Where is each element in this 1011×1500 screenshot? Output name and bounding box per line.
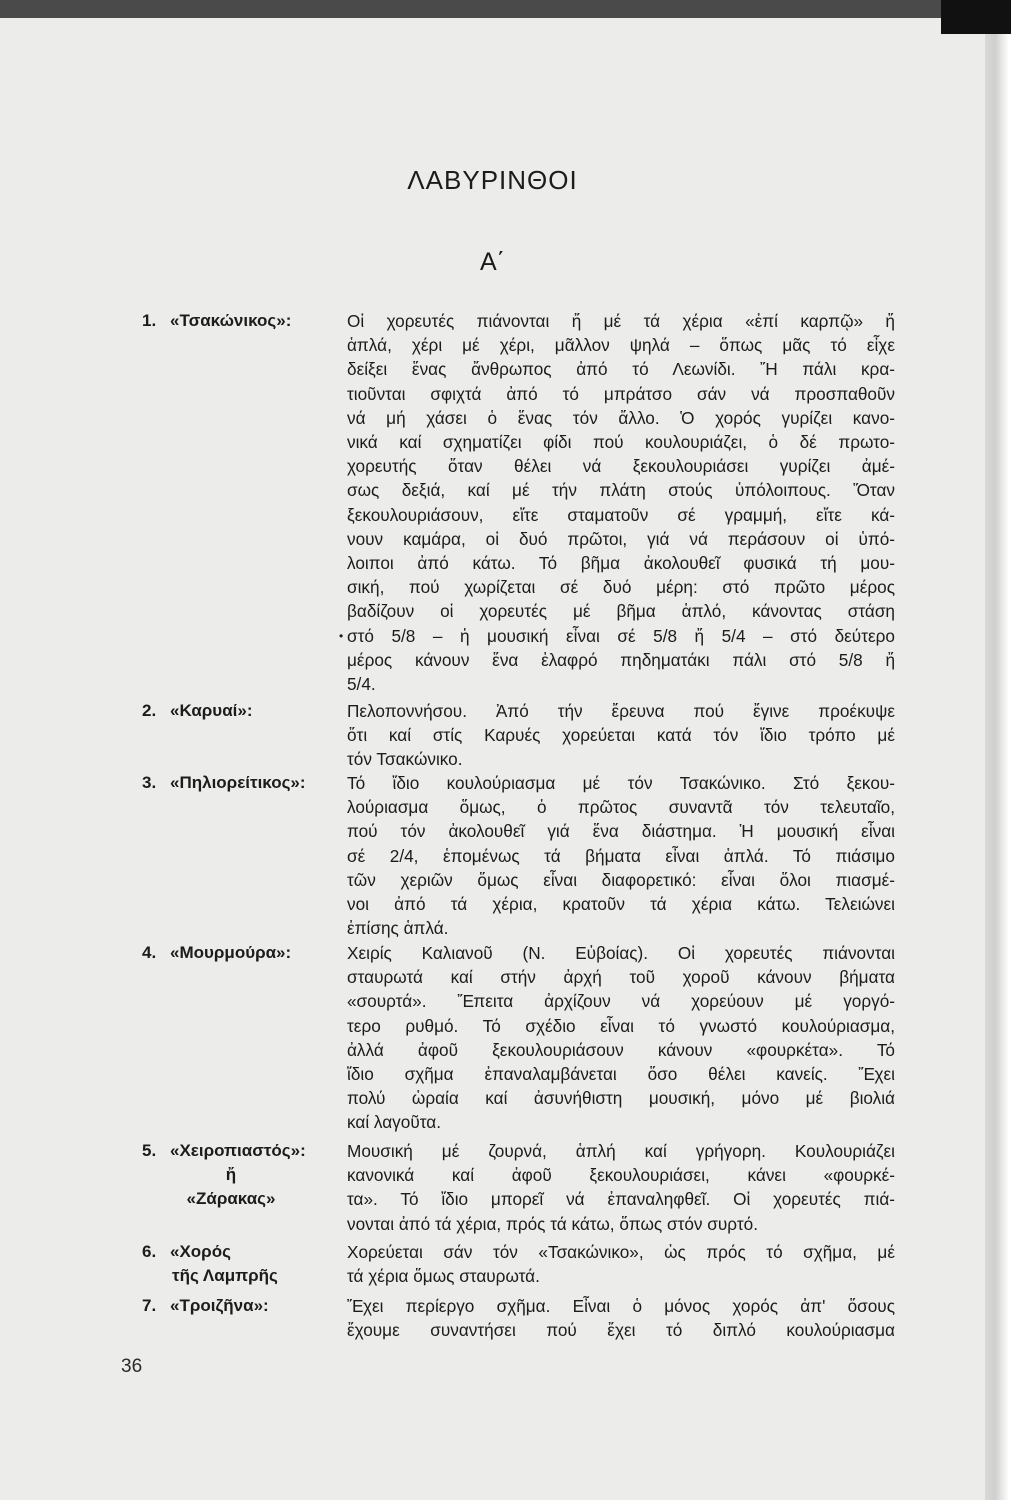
entry-number: 7. — [142, 1296, 157, 1315]
entry-name: «Χειροπιαστός»: — [170, 1141, 306, 1160]
text-line: τερο ρυθμό. Τό σχέδιο εἶναι τό γνωστό κουλούριασμα, — [347, 1015, 895, 1036]
entry-text — [347, 309, 895, 696]
text-line: σική, πού χωρίζεται σέ δυό μέρη: στό πρῶτο μέρος — [347, 577, 895, 598]
entry-number: 5. — [142, 1141, 157, 1160]
text-line: κανονικά καί ἀφοῦ ξεκουλουριάσει, κάνει «φουρκέ- — [347, 1165, 895, 1186]
text-line: τά χέρια ὅμως σταυρωτά. — [347, 1266, 540, 1287]
text-line: χορευτής ὅταν θέλει νά ξεκουλουριάσει γυρίζει ἀμέ- — [347, 456, 895, 477]
scan-top-band — [0, 0, 1011, 18]
entry-name: «Μουρμούρα»: — [170, 943, 292, 962]
entry-text — [347, 1240, 895, 1288]
text-line: βαδίζουν οἱ χορευτές μέ βῆμα ἁπλό, κάνοντας στάση — [347, 601, 895, 622]
text-line: ἀλλά ἀφοῦ ξεκουλουριάσουν κάνουν «φουρκέτα». Τό — [347, 1039, 895, 1060]
text-line: ἴδιο σχῆμα ἐπαναλαμβάνεται ὅσο θέλει κανείς. Ἔχει — [347, 1064, 895, 1085]
entry-text — [347, 941, 895, 1135]
text-line: νά μή χάσει ὁ ἕνας τόν ἄλλο. Ὁ χορός γυρίζει κανο- — [347, 407, 895, 428]
entry-label — [142, 309, 342, 333]
entry-name-cont: τῆς Λαμπρῆς — [172, 1266, 278, 1285]
text-line: μέρος κάνουν ἕνα ἐλαφρό πηδηματάκι πάλι στό 5/8 ἤ — [347, 649, 895, 670]
entry-label — [142, 699, 342, 723]
text-line: στό 5/8 – ἡ μουσική εἶναι σέ 5/8 ἤ 5/4 – στό δεύτερο — [347, 625, 895, 646]
text-line: νικά καί σχηματίζει φίδι πού κουλουριάζει, ὁ δέ πρωτο- — [347, 432, 895, 453]
text-line: τῶν χεριῶν ὅμως εἶναι διαφορετικό: εἶναι ὅλοι πιασμέ- — [347, 869, 895, 890]
entry-number: 4. — [142, 943, 157, 962]
text-line: Μουσική μέ ζουρνά, ἁπλή καί γρήγορη. Κουλουριάζει — [347, 1141, 895, 1161]
text-line: ἐπίσης ἁπλά. — [347, 918, 449, 939]
text-line: Πελοποννήσου. Ἀπό τήν ἔρευνα πού ἔγινε προέκυψε — [347, 701, 895, 721]
entry-label — [142, 941, 342, 965]
text-line: λοιποι ἀπό κάτω. Τό βῆμα ἀκολουθεῖ φυσικά τή μου- — [347, 553, 895, 574]
scan-corner — [941, 0, 1011, 34]
text-line: Ἔχει περίεργο σχῆμα. Εἶναι ὁ μόνος χορός ἀπ' ὅσους — [347, 1296, 895, 1316]
entry-name: «Καρυαί»: — [170, 701, 253, 720]
text-line: τόν Τσακώνικο. — [347, 749, 463, 770]
text-line: πολύ ὡραία καί ἀσυνήθιστη μουσική, μόνο μέ βιολιά — [347, 1088, 895, 1109]
text-line: ξεκουλουριάσουν, εἴτε σταματοῦν σέ γραμμή, εἴτε κά- — [347, 504, 895, 525]
page-edge — [985, 0, 1011, 1500]
entry-name: «Τσακώνικος»: — [170, 311, 292, 330]
entry-name-or: ἤ — [225, 1165, 237, 1184]
entry-label — [142, 1139, 342, 1211]
text-line: Οἱ χορευτές πιάνονται ἤ μέ τά χέρια «ἐπί καρπῷ» ἤ — [347, 311, 895, 331]
entry-number: 2. — [142, 701, 157, 720]
entry-label — [142, 1240, 342, 1288]
text-line: νοι ἀπό τά χέρια, κρατοῦν τά χέρια κάτω. Τελειώνει — [347, 894, 895, 915]
text-line: 5/4. — [347, 674, 376, 695]
text-line: καί λαγοῦτα. — [347, 1112, 441, 1133]
entry-text — [347, 699, 895, 772]
entry-label — [142, 771, 342, 795]
text-line: δείξει ἕνας ἄνθρωπος ἀπό τό Λεωνίδι. Ἤ πάλι κρα- — [347, 359, 895, 380]
text-line: Χειρίς Καλιανοῦ (Ν. Εὐβοίας). Οἱ χορευτές πιάνονται — [347, 943, 895, 963]
text-line: «σουρτά». Ἔπειτα ἀρχίζουν νά χορεύουν μέ γοργό- — [347, 991, 895, 1012]
text-line: ὅτι καί στίς Καρυές χορεύεται κατά τόν ἴδιο τρόπο μέ — [347, 725, 895, 746]
entry-text — [347, 1294, 895, 1342]
section-heading: Α΄ — [480, 248, 505, 276]
entry-name: «Τροιζῆνα»: — [170, 1296, 269, 1315]
entry-number: 3. — [142, 773, 157, 792]
entry-number: 1. — [142, 311, 157, 330]
text-line: σταυρωτά καί στήν ἀρχή τοῦ χοροῦ κάνουν βήματα — [347, 967, 895, 988]
text-line: λούριασμα ὅμως, ὁ πρῶτος συναντᾶ τόν τελευταῖο, — [347, 797, 895, 818]
text-line: τα». Τό ἴδιο μπορεῖ νά ἐπαναληφθεῖ. Οἱ χορευτές πιά- — [347, 1189, 895, 1210]
text-line: νονται ἀπό τά χέρια, πρός τά κάτω, ὅπως στόν συρτό. — [347, 1213, 758, 1234]
entry-text — [347, 1139, 895, 1236]
page-title: ΛΑΒΥΡΙΝΘΟΙ — [407, 165, 578, 195]
entry-name-alt: «Ζάρακας» — [186, 1189, 276, 1208]
text-line: σως δεξιά, καί μέ τήν πλάτη στούς ὑπόλοιπους. Ὅταν — [347, 480, 895, 501]
printer-mark: • — [339, 629, 344, 643]
text-line: πού τόν ἀκολουθεῖ γιά ἕνα διάστημα. Ἡ μουσική εἶναι — [347, 821, 895, 842]
text-line: Χορεύεται σάν τόν «Τσακώνικο», ὡς πρός τό σχῆμα, μέ — [347, 1242, 895, 1262]
entry-text — [347, 771, 895, 940]
text-line: Τό ἴδιο κουλούριασμα μέ τόν Τσακώνικο. Στό ξεκου- — [347, 773, 895, 793]
text-line: ἁπλά, χέρι μέ χέρι, μᾶλλον ψηλά – ὅπως μᾶς τό εἶχε — [347, 335, 895, 356]
page-number: 36 — [121, 1356, 143, 1377]
text-line: τιοῦνται σφιχτά ἀπό τό μπράτσο σάν νά προσπαθοῦν — [347, 383, 895, 404]
text-line: ἔχουμε συναντήσει πού ἔχει τό διπλό κουλούριασμα — [347, 1320, 895, 1341]
entry-number: 6. — [142, 1242, 157, 1261]
entry-label — [142, 1294, 342, 1318]
text-line: νουν καμάρα, οἱ δυό πρῶτοι, γιά νά περάσουν οἱ ὑπό- — [347, 528, 895, 549]
entry-name: «Χορός — [170, 1242, 231, 1261]
entry-name: «Πηλιορείτικος»: — [170, 773, 306, 792]
text-line: σέ 2/4, ἑπομένως τά βήματα εἶναι ἁπλά. Τό πιάσιμο — [347, 845, 895, 866]
